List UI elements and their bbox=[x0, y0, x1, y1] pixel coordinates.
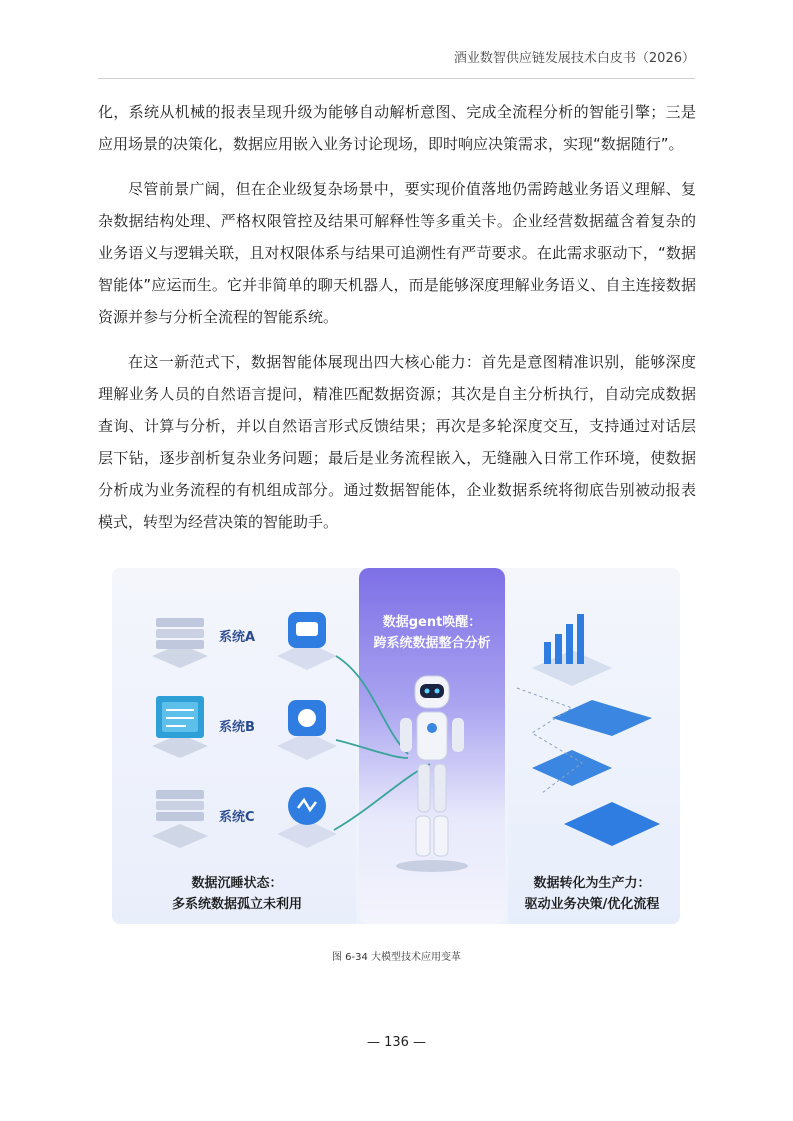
center-title-line-2: 跨系统数据整合分析 bbox=[373, 636, 491, 651]
paragraph-2: 尽管前景广阔，但在企业级复杂场景中，要实现价值落地仍需跨越业务语义理解、复杂数据结构处理、严格权限管控及结果可解释性等多重关卡。企业经营数据蕴含着复杂的业务语义与逻辑关联，且对权限体系与结果可追溯性有严苛要求。在此需求驱动下，“数据智能体”应运而生。它并非简单的聊天机器人，而是能够深度理解业务语义、自主连接数据资源并参与分析全流程的智能系统。 bbox=[98, 180, 696, 326]
system-b-label: 系统B bbox=[219, 720, 255, 735]
server-icon bbox=[152, 618, 208, 668]
paragraph-3: 在这一新范式下，数据智能体展现出四大核心能力：首先是意图精准识别，能够深度理解业务人员的自然语言提问，精准匹配数据资源；其次是自主分析执行，自动完成数据查询、计算与分析，并以自然语言形式反馈结果；再次是多轮深度交互，支持通过对话层层下钻，逐步剖析复杂业务问题；最后是业务流程嵌入，无缝融入日常工作环境，使数据分析成为业务流程的有机组成部分。通过数据智能体，企业数据系统将彻底告别被动报表模式，转型为经营决策的智能助手。 bbox=[98, 353, 696, 531]
chat-app-icon bbox=[277, 612, 337, 670]
page-header bbox=[98, 44, 695, 79]
right-caption-line-1: 数据转化为生产力： bbox=[533, 876, 651, 891]
server-icon bbox=[152, 696, 208, 758]
analytics-app-icon bbox=[277, 787, 337, 848]
center-title-line-1: 数据gent唤醒： bbox=[382, 615, 482, 630]
left-caption bbox=[142, 873, 332, 915]
right-caption bbox=[502, 873, 680, 915]
left-caption-line-2: 多系统数据孤立未利用 bbox=[171, 897, 302, 912]
system-c-label: 系统C bbox=[219, 810, 255, 825]
bar-chart-icon bbox=[532, 614, 612, 686]
header-title: 酒业数智供应链发展技术白皮书（2026） bbox=[453, 51, 695, 66]
paragraph-1: 化，系统从机械的报表呈现升级为能够自动解析意图、完成全流程分析的智能引擎；三是应用场景的决策化，数据应用嵌入业务讨论现场，即时响应决策需求，实现“数据随行”。 bbox=[98, 103, 696, 153]
system-a-label: 系统A bbox=[219, 630, 256, 645]
right-caption-line-2: 驱动业务决策/优化流程 bbox=[524, 897, 660, 912]
grid-chart-icon bbox=[532, 700, 660, 846]
figure-caption: 图 6-34 大模型技术应用变革 bbox=[331, 952, 462, 963]
page-number: — 136 — bbox=[366, 1035, 427, 1050]
center-title bbox=[359, 612, 505, 654]
figure-illustration bbox=[112, 568, 680, 924]
left-caption-line-1: 数据沉睡状态： bbox=[191, 876, 283, 891]
server-icon bbox=[152, 790, 208, 848]
document-app-icon bbox=[277, 700, 337, 760]
robot-illustration bbox=[396, 676, 468, 872]
body-text bbox=[98, 96, 696, 551]
